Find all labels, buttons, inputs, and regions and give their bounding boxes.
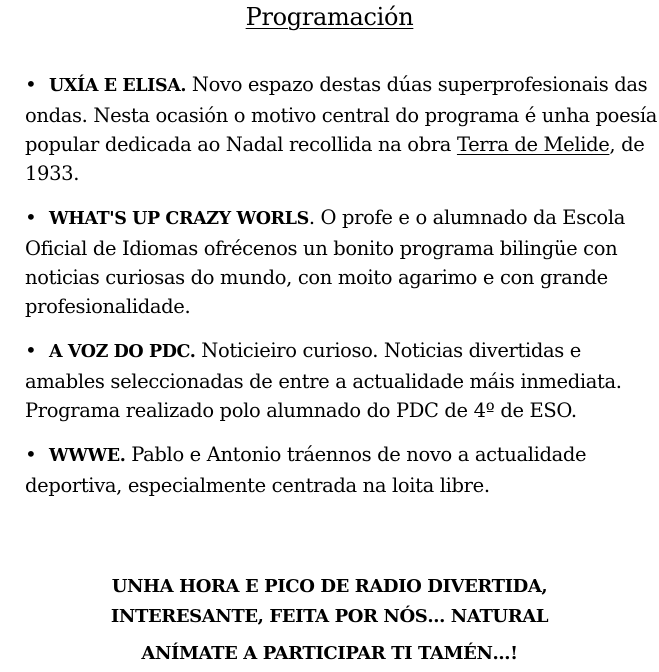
programme-description: Pablo e Antonio tráennos de novo a actualidade deportiva, especialmente centrada na loita libre. bbox=[25, 443, 587, 497]
footer-call-to-action: ANÍMATE A PARTICIPAR TI TAMÉN…! bbox=[141, 643, 518, 664]
bullet-icon: • bbox=[25, 338, 37, 362]
bullet-icon: • bbox=[25, 72, 37, 96]
programme-item-whats-up bbox=[25, 203, 659, 321]
programme-item-wwwe bbox=[25, 440, 659, 500]
programme-list bbox=[25, 70, 659, 515]
programme-item-uxia-elisa bbox=[25, 70, 659, 188]
programme-description: . O profe e o alumnado da Escola Oficial de Idiomas ofrécenos un bonito programa bilingüe con noticias curiosas do mundo, con moito agarimo e con grande profesionalidade. bbox=[25, 206, 625, 318]
programme-description: Novo espazo destas dúas superprofesionais das ondas. Nesta ocasión o motivo central do programa é unha poesía popular dedicada ao Nadal recollida na obra bbox=[25, 73, 658, 156]
footer-slogan bbox=[0, 572, 659, 632]
footer-line-2: INTERESANTE, FEITA POR NÓS… NATURAL bbox=[110, 606, 549, 627]
bullet-icon: • bbox=[25, 442, 37, 466]
programme-name: WWWE. bbox=[49, 446, 126, 466]
cited-work-title: Terra de Melide bbox=[456, 133, 610, 156]
programme-name: WHAT'S UP CRAZY WORLS bbox=[49, 209, 309, 229]
programme-description-end: , de 1933. bbox=[25, 133, 645, 185]
page-title: Programación bbox=[245, 3, 414, 31]
programme-description: Noticieiro curioso. Noticias divertidas e amables seleccionadas de entre a actualidade máis inmediata. Programa realizado polo alumnado do PDC de 4º de ESO. bbox=[25, 339, 622, 422]
bullet-icon: • bbox=[25, 205, 37, 229]
footer-line-1: UNHA HORA E PICO DE RADIO DIVERTIDA, bbox=[111, 576, 548, 597]
programme-item-a-voz-do-pdc bbox=[25, 336, 659, 425]
programme-name: UXÍA E ELISA. bbox=[49, 76, 187, 96]
programme-name: A VOZ DO PDC. bbox=[49, 342, 196, 362]
